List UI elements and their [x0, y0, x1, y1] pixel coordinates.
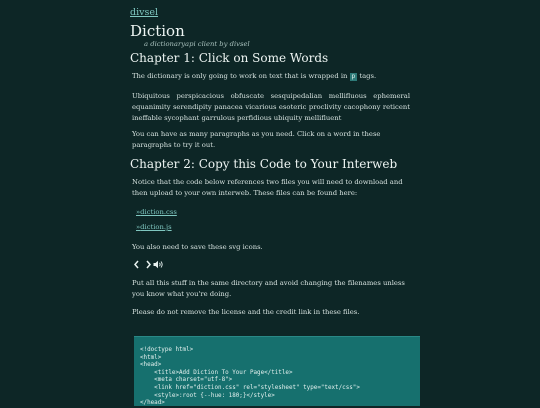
- code-line: <meta charset="utf-8">: [140, 377, 233, 384]
- chevron-right-icon[interactable]: [145, 260, 152, 269]
- code-line: <head>: [140, 362, 162, 369]
- license-note[interactable]: Please do not remove the license and the credit link in these files.: [132, 308, 360, 316]
- link-marker: »: [136, 208, 141, 216]
- link-marker: »: [136, 223, 141, 231]
- chapter2-intro[interactable]: Notice that the code below references two files you will need to download and then upload to your own interweb. These files can be found here:: [132, 178, 403, 197]
- code-line: <style>:root {--hue: 180;}</style>: [140, 392, 275, 399]
- code-line: <link href="diction.css" rel="stylesheet" type="text/css">: [140, 384, 360, 391]
- page-title: Diction: [130, 22, 185, 40]
- page-subtitle: a dictionaryapi client by divsel: [144, 40, 250, 48]
- chapter1-heading: Chapter 1: Click on Some Words: [130, 51, 329, 65]
- site-home-link[interactable]: divsel: [130, 7, 159, 18]
- speaker-icon[interactable]: [153, 260, 164, 269]
- try-it-paragraph[interactable]: You can have as many paragraphs as you need. Click on a word in these paragraphs to try it out.: [132, 130, 381, 149]
- svg-icons-note[interactable]: You also need to save these svg icons.: [132, 243, 263, 251]
- code-line: </head>: [140, 400, 165, 407]
- chevron-left-icon[interactable]: [133, 260, 140, 269]
- code-line: <html>: [140, 354, 162, 361]
- word-paragraph[interactable]: Ubiquitous perspicacious obfuscate sesquipedalian mellifluous ephemeral equanimity serendipity panacea vicarious esoteric proclivity cacophony reticent ineffable sycophant garrulous perfidious ubiquity mellifluent: [132, 92, 410, 122]
- chapter2-heading: Chapter 2: Copy this Code to Your Interweb: [130, 157, 398, 171]
- code-line: <title>Add Diction To Your Page</title>: [140, 369, 293, 376]
- same-directory-note[interactable]: Put all this stuff in the same directory and avoid changing the filenames unless you know what you're doing.: [132, 279, 405, 298]
- code-block[interactable]: [134, 336, 420, 406]
- diction-js-link[interactable]: [136, 223, 172, 231]
- chapter1-intro-text: The dictionary is only going to work on text that is wrapped in: [132, 72, 350, 80]
- svg-icons-row: [133, 260, 173, 269]
- code-text[interactable]: [134, 337, 420, 408]
- diction-js-label: diction.js: [140, 223, 172, 231]
- p-tag-badge: p: [351, 73, 356, 80]
- chapter1-intro-text-end: tags.: [357, 72, 377, 80]
- diction-css-link[interactable]: [136, 208, 177, 216]
- diction-css-label: diction.css: [140, 208, 177, 216]
- chapter1-intro[interactable]: [132, 71, 410, 82]
- code-line: <!doctype html>: [140, 347, 194, 353]
